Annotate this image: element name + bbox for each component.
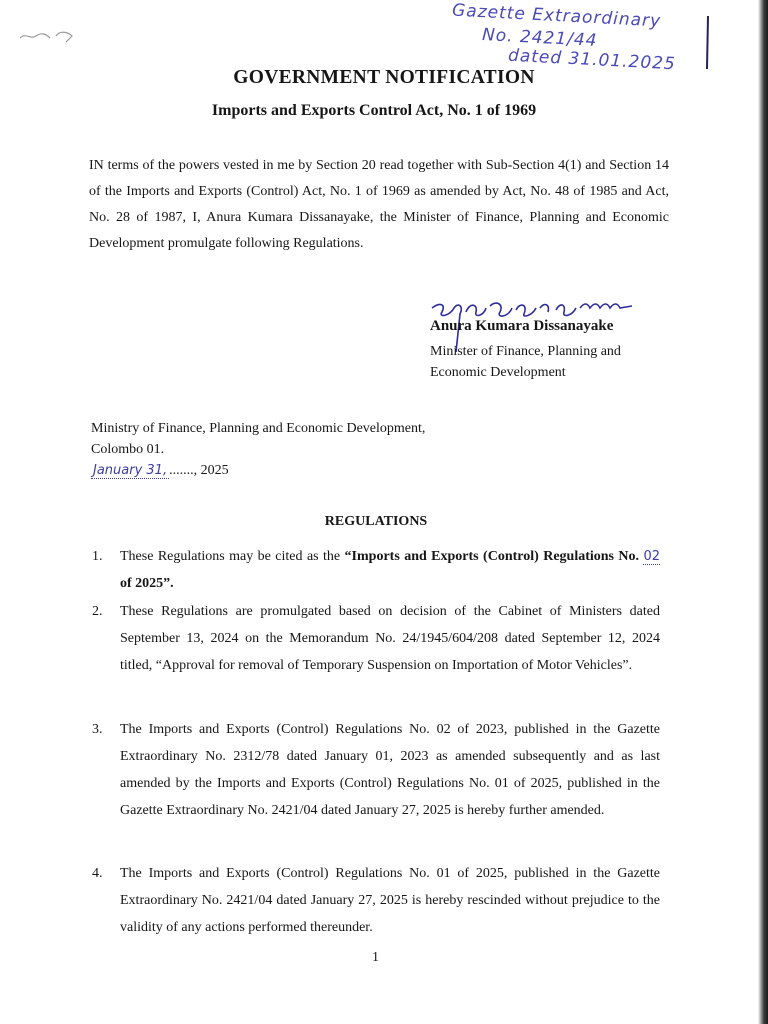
issue-date [91,463,229,479]
regulation-1-intro: These Regulations may be cited as the [120,549,345,564]
regulation-item-2 [92,598,660,679]
regulation-1-citation: “Imports and Exports (Control) Regulations No. [344,549,644,564]
address-line2: Colombo 01. [91,442,165,457]
annotation-bracket [700,14,714,74]
address-line1: Ministry of Finance, Planning and Economic Development, [91,421,426,436]
page-number: 1 [372,950,379,965]
margin-scribble [18,24,78,46]
annotation-date-line: dated 31.01.2025 [507,45,677,75]
page-edge-shadow [758,0,768,1024]
signatory-name: Anura Kumara Dissanayake [430,318,614,334]
regulation-1-period: . [170,576,174,591]
regulation-item-3 [92,716,660,824]
date-year: 2025 [200,463,229,478]
regulations-heading: REGULATIONS [324,514,428,529]
regulation-text [120,543,660,597]
regulation-number: 2. [92,604,103,619]
regulation-number: 1. [92,549,103,564]
regulation-number: 3. [92,722,103,737]
regulation-text: These Regulations are promulgated based on decision of the Cabinet of Ministers dated September 13, 2024 on the Memorandum No. 24/1945/604/208 dated September 12, 2024 titled, “Approval for removal of Temporary Suspension on Importation of Motor Vehicles”. [120,604,660,673]
ministry-address [91,418,425,460]
intro-paragraph: IN terms of the powers vested in me by Section 20 read together with Sub-Section 4(1) and Section 14 of the Imports and Exports (Control) Act, No. 1 of 1969 as amended by Act, No. 48 of 1985 and Act, No. 28 of 1987, I, Anura Kumara Dissanayake, the Minister of Finance, Planning and Economic Development promulgate following Regulations. [89,158,669,251]
regulation-number: 4. [92,866,103,881]
handwritten-regulation-no: 02 [643,549,660,564]
annotation-number-line: No. 2421/44 [481,24,599,52]
document-subtitle: Imports and Exports Control Act, No. 1 of 1969 [211,102,537,119]
signatory-role-line1: Minister of Finance, Planning and [430,344,621,359]
regulation-item-1 [92,543,660,597]
regulation-text: The Imports and Exports (Control) Regulations No. 01 of 2025, published in the Gazette Extraordinary No. 2421/04 dated January 27, 2025 is hereby rescinded without prejudice to the validity of any actions performed thereunder. [120,866,660,935]
handwritten-date: January 31, [93,463,168,478]
regulation-text: The Imports and Exports (Control) Regulations No. 02 of 2023, published in the Gazette Extraordinary No. 2312/78 dated January 01, 2023 as amended subsequently and as last amended by the Imports and Exports (Control) Regulations No. 01 of 2025, published in the Gazette Extraordinary No. 2421/04 dated January 27, 2025 is hereby further amended. [120,722,660,818]
signatory-role [430,341,670,383]
regulation-item-4 [92,860,660,941]
annotation-gazette-line: Gazette Extraordinary [451,0,662,32]
regulation-1-citation-end: of 2025” [120,576,171,591]
signatory-role-line2: Economic Development [430,365,566,380]
date-dots: ......., [169,463,201,478]
document-title: GOVERNMENT NOTIFICATION [233,67,535,88]
